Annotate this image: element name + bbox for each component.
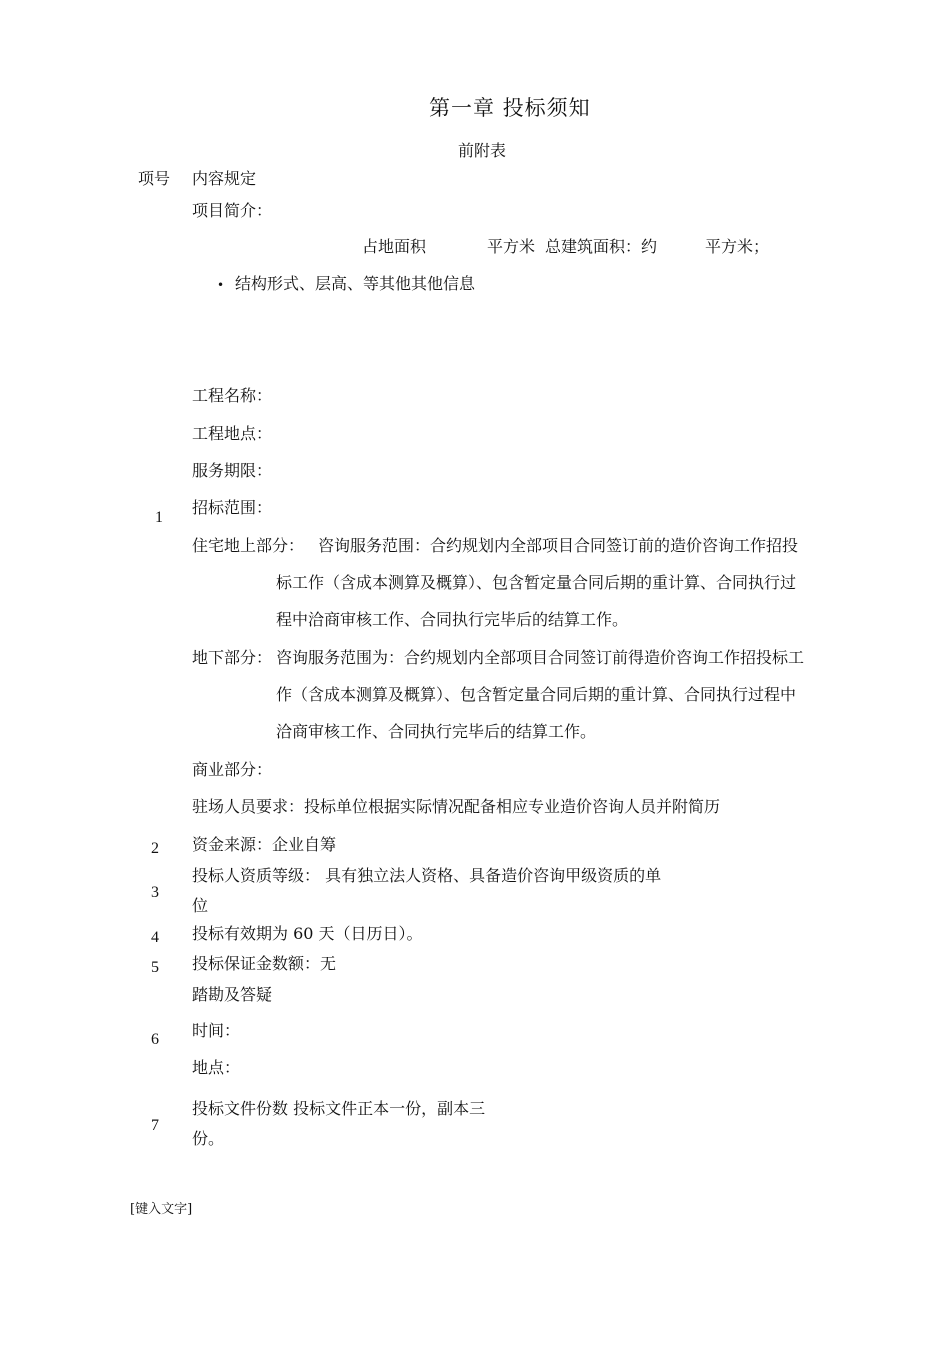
bidder-qualification-line-1: 投标人资质等级： 具有独立法人资格、具备造价咨询甲级资质的单: [192, 866, 662, 885]
column-header-content: 内容规定: [192, 169, 257, 188]
residential-scope-line-2: 标工作（含成本测算及概算）、包含暂定量合同后期的重计算、合同执行过: [276, 573, 797, 592]
site-visit-time: 时间：: [192, 1021, 241, 1040]
staff-requirement: 驻场人员要求：投标单位根据实际情况配备相应专业造价咨询人员并附简历: [192, 797, 721, 816]
commercial-label: 商业部分：: [192, 760, 273, 779]
land-area-label: 占地面积: [362, 237, 427, 256]
total-area-label: 总建筑面积：约: [545, 237, 658, 256]
item-number-7: 7: [151, 1117, 159, 1134]
item-number-3: 3: [151, 884, 159, 901]
column-header-number: 项号: [138, 169, 171, 188]
site-visit-place: 地点：: [192, 1058, 241, 1077]
project-name-label: 工程名称：: [192, 386, 273, 405]
residential-label: 住宅地上部分：: [192, 536, 305, 555]
bid-bond: 投标保证金数额：无: [192, 954, 337, 973]
item-number-2: 2: [151, 840, 159, 857]
service-period-label: 服务期限：: [192, 461, 273, 480]
underground-scope-line-2: 作（含成本测算及概算）、包含暂定量合同后期的重计算、合同执行过程中: [276, 685, 797, 704]
total-area-unit: 平方米；: [705, 237, 770, 256]
underground-scope-line-3: 洽商审核工作、合同执行完毕后的结算工作。: [276, 722, 597, 741]
item-number-4: 4: [151, 929, 159, 946]
page-title: 第一章 投标须知: [429, 96, 591, 120]
bid-copies-line-1: 投标文件份数 投标文件正本一份，副本三: [192, 1099, 486, 1118]
item-number-1: 1: [155, 509, 163, 526]
bidder-qualification-line-2: 位: [192, 896, 209, 915]
intro-label: 项目简介：: [192, 201, 273, 220]
item-number-6: 6: [151, 1031, 159, 1048]
bid-copies-line-2: 份。: [192, 1129, 225, 1148]
project-site-label: 工程地点：: [192, 424, 273, 443]
funding-source: 资金来源：企业自筹: [192, 835, 337, 854]
residential-scope-line-3: 程中洽商审核工作、合同执行完毕后的结算工作。: [276, 610, 629, 629]
land-area-unit: 平方米: [487, 237, 536, 256]
underground-label: 地下部分：: [192, 648, 273, 667]
residential-scope-line-1: 咨询服务范围：合约规划内全部项目合同签订前的造价咨询工作招投: [318, 536, 799, 555]
page-subtitle: 前附表: [458, 141, 507, 160]
scope-label: 招标范围：: [192, 498, 273, 517]
item-number-5: 5: [151, 959, 159, 976]
bid-validity: 投标有效期为 60 天（日历日）。: [192, 924, 423, 943]
underground-scope-line-1: 咨询服务范围为：合约规划内全部项目合同签订前得造价咨询工作招投标工: [276, 648, 805, 667]
site-visit-heading: 踏勘及答疑: [192, 985, 273, 1004]
bullet-icon: •: [217, 278, 225, 292]
footer-placeholder: [键入文字]: [130, 1202, 193, 1217]
structure-text: 结构形式、层高、等其他其他信息: [235, 274, 476, 293]
